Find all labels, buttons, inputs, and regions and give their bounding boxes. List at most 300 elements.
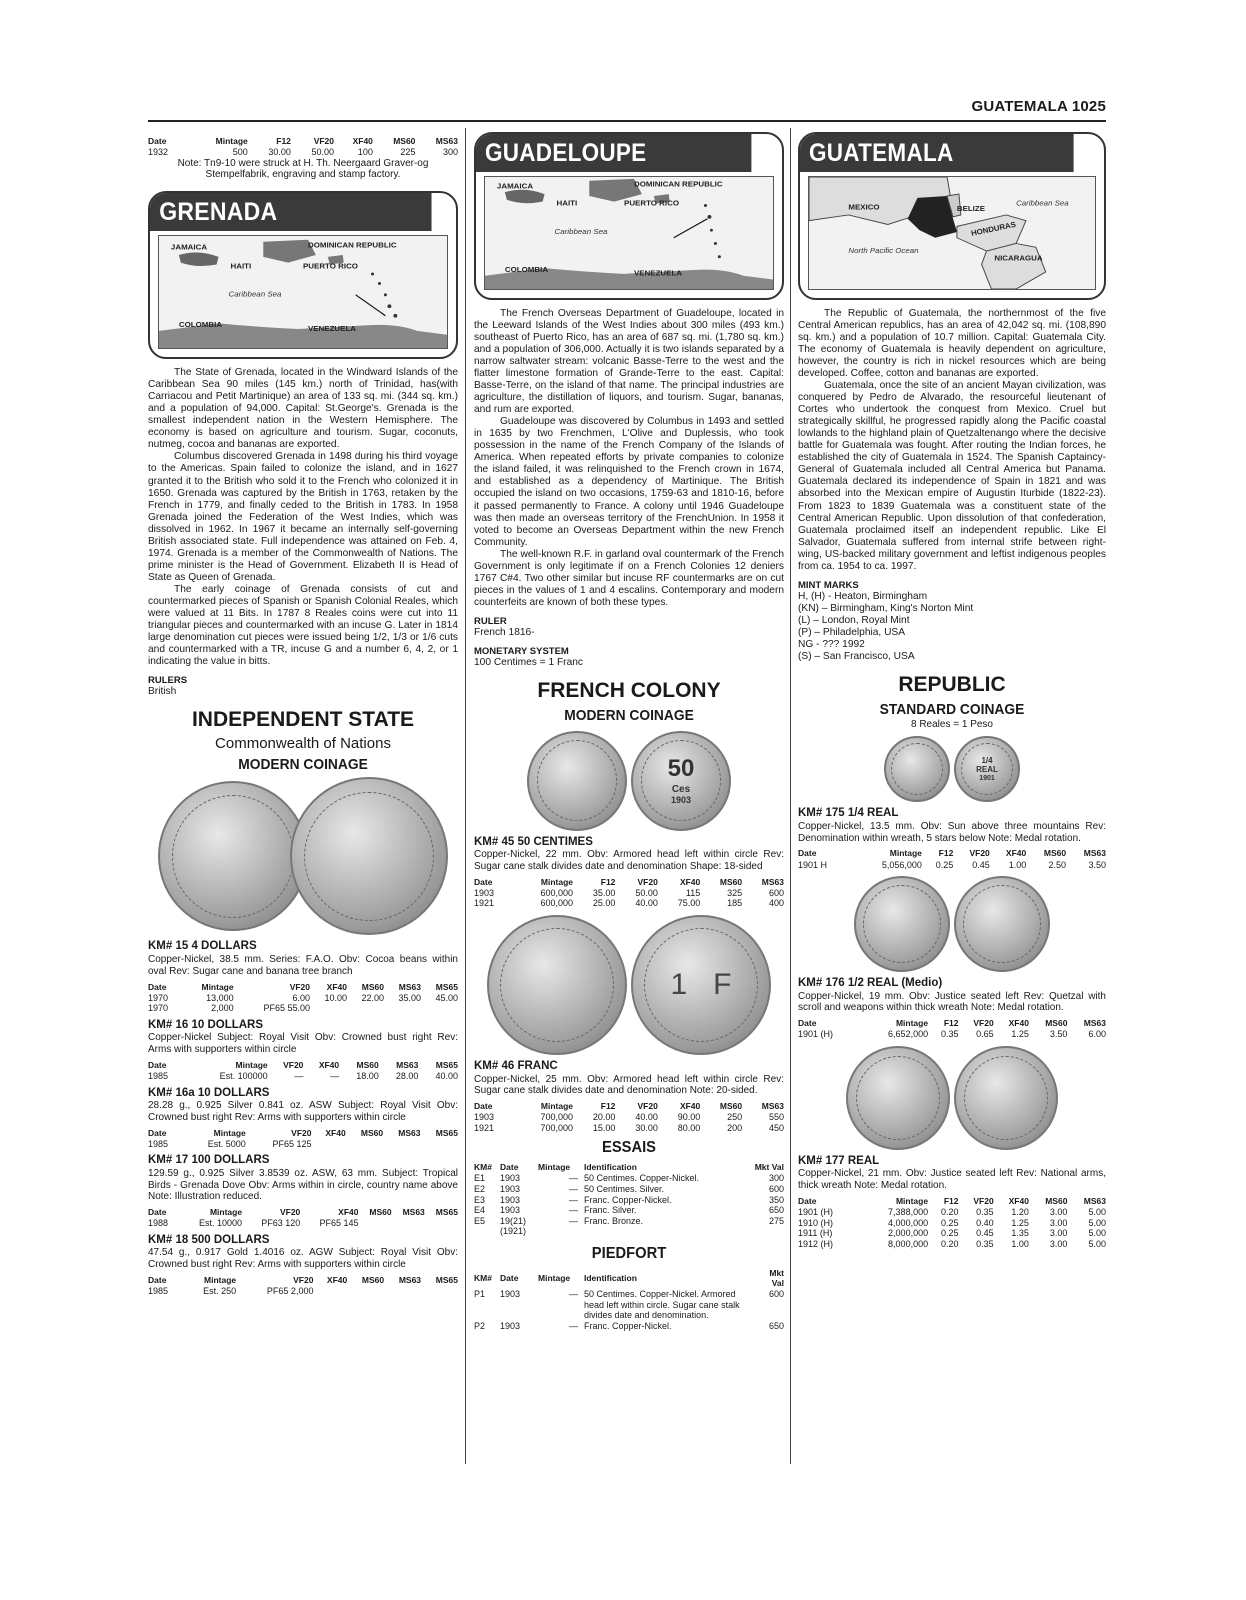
column-header: Date	[798, 1196, 817, 1207]
column-header: MS65	[435, 981, 458, 992]
column-header: Date	[798, 848, 817, 859]
column-header: Mintage	[540, 876, 573, 887]
table-cell: 90.00	[677, 1112, 701, 1123]
table-cell: Est. 10000	[199, 1218, 243, 1229]
table-cell	[347, 1003, 384, 1014]
coin-title: KM# 177 REAL	[798, 1154, 880, 1167]
column-header: MS60	[361, 1275, 385, 1286]
table-cell: 7,388,000	[888, 1207, 929, 1218]
table-cell: Franc. Silver.	[584, 1205, 637, 1216]
table-cell: 0.35	[976, 1238, 994, 1249]
coin-text: 50	[667, 755, 695, 783]
table-cell: 600,000	[540, 887, 573, 898]
coin-description: Copper-Nickel, 25 mm. Obv: Armored head left within circle Rev: Sugar cane stalk divides date and denomination Note: 20-sided.	[474, 1073, 784, 1097]
table-row	[474, 1205, 784, 1216]
map-label-venezuela: VENEZUELA	[633, 268, 683, 278]
table-cell: 19(21) (1921)	[500, 1215, 527, 1237]
table-cell: 75.00	[677, 898, 701, 909]
coin-title: KM# 15 4 DOLLARS	[148, 940, 257, 953]
grenada-banner	[148, 191, 458, 359]
guatemala-text	[798, 308, 1106, 573]
column-header: MS60	[393, 136, 416, 146]
table-row	[798, 1228, 1106, 1239]
table-cell: 0.65	[976, 1029, 994, 1040]
coin-reverse-image	[954, 876, 1050, 972]
column-header: XF40	[338, 1207, 359, 1218]
column-header: MS63	[761, 1101, 784, 1112]
column-header: Date	[798, 1018, 817, 1029]
column-header: Date	[148, 981, 167, 992]
map-label-mexico: MEXICO	[848, 202, 880, 212]
table-cell: 1903	[500, 1320, 521, 1331]
table-cell: 1903	[500, 1205, 521, 1216]
table-cell: 0.45	[972, 859, 990, 870]
column-guatemala	[798, 132, 1106, 1250]
column-header: VF20	[289, 981, 311, 992]
mint-mark-item: NG - ??? 1992	[798, 639, 865, 651]
table-cell: 275	[768, 1215, 784, 1226]
paragraph: The well-known R.F. in garland oval countermark of the French Government is only legitimate if on a French Colonies 12 deniers 1767 C#4. Two other similar but incuse RF countermarks are on cut pieces in the values of 1 and 4 escalins. Contemporary and modern counterfeits are known of both these types.	[474, 548, 784, 608]
table-cell	[383, 1139, 420, 1150]
table-cell: 1.35	[1011, 1228, 1029, 1239]
column-header: Identification	[584, 1272, 637, 1283]
map-label-colombia: COLOMBIA	[178, 320, 223, 330]
coin-image-row	[798, 876, 1106, 972]
table-cell: 35.00	[592, 887, 616, 898]
column-header: Date	[474, 876, 493, 887]
coin-reverse-image	[631, 731, 731, 831]
table-cell: 1.25	[1011, 1217, 1029, 1228]
column-header: F12	[938, 848, 954, 859]
table-row	[148, 1218, 458, 1229]
column-header: F12	[943, 1196, 959, 1207]
column-header: VF20	[969, 848, 990, 859]
table-cell: 0.25	[935, 859, 954, 870]
column-header: VF20	[283, 1059, 304, 1070]
table-cell: 5.00	[1088, 1217, 1106, 1228]
price-table	[798, 1017, 1106, 1040]
table-cell	[425, 1218, 458, 1229]
table-cell: 1903	[500, 1288, 521, 1299]
map-label-colombia: COLOMBIA	[504, 265, 549, 274]
table-row	[474, 1173, 784, 1184]
price-table	[148, 1274, 458, 1297]
map	[484, 176, 774, 290]
table-cell: E2	[474, 1183, 486, 1194]
table-cell: 2,000,000	[888, 1228, 929, 1239]
column-header: MS60	[719, 876, 743, 887]
coin-reverse-image	[954, 736, 1020, 802]
piedfort-title: PIEDFORT	[591, 1245, 667, 1263]
table-cell: 600,000	[540, 898, 573, 909]
table-cell: 350	[768, 1194, 784, 1205]
table-cell: 1901 (H)	[798, 1207, 834, 1218]
coin-description: Copper-Nickel, 19 mm. Obv: Justice seated left Rev: Quetzal with scroll and weapons within thick wreath Note: Medal rotation.	[798, 990, 1106, 1014]
table-cell: 325	[727, 887, 743, 898]
table-cell: 1911 (H)	[798, 1228, 833, 1239]
table-cell: —	[294, 1070, 304, 1081]
table-cell: 500	[232, 147, 248, 158]
table-row	[474, 1195, 784, 1206]
section-subtitle: Commonwealth of Nations	[215, 735, 391, 752]
table-cell: 0.20	[940, 1207, 959, 1218]
table-cell: —	[569, 1215, 578, 1226]
table-cell: 1985	[148, 1070, 169, 1081]
table-cell: PF63 120	[261, 1218, 301, 1229]
price-table	[474, 1100, 784, 1133]
table-cell: 1903	[500, 1194, 521, 1205]
map-label-sea: Caribbean Sea	[554, 227, 608, 236]
section-coinage: MODERN COINAGE	[238, 755, 368, 773]
column-header: XF40	[1008, 1196, 1029, 1207]
coin-list	[148, 940, 458, 1296]
column-header: Mintage	[538, 1272, 571, 1283]
mint-mark-item: (L) – London, Royal Mint	[798, 614, 910, 626]
price-table	[148, 1059, 458, 1082]
price-table	[148, 135, 458, 158]
table-cell	[421, 1286, 458, 1297]
map-label-sea: Caribbean Sea	[228, 290, 282, 299]
coin-description: 28.28 g., 0.925 Silver 0.841 oz. ASW Subject: Royal Visit Obv: Crowned bust right Rev: Arms with supporters within circle	[148, 1100, 458, 1123]
table-cell: 1921	[474, 898, 495, 909]
table-cell: 100	[357, 147, 373, 158]
paragraph: The State of Grenada, located in the Windward Islands of the Caribbean Sea 90 miles (145 km.) north of Trinidad, has(with Carriacou and Petit Martinique) an area of 133 sq. mi. (344 sq. km.) and a population of 94,000. Capital: St.George's. Grenada is the smallest independent nation in the Western Hemisphere. The economy is based on agriculture and tourism. Sugar, coconuts, nutmeg, cocoa and bananas are exported.	[148, 367, 458, 451]
table-header-row	[148, 1274, 458, 1286]
coin-description: Copper-Nickel, 21 mm. Obv: Justice seated left Rev: National arms, thick wreath Note: Medal rotation.	[798, 1168, 1106, 1192]
table-row	[474, 1321, 784, 1332]
coin-title: KM# 45 50 CENTIMES	[474, 835, 593, 848]
column-header: MS60	[1043, 848, 1067, 859]
column-grenada	[148, 132, 458, 1297]
coin-title: KM# 46 FRANC	[474, 1060, 558, 1073]
table-header-row	[148, 135, 458, 147]
price-table	[148, 981, 458, 1014]
essais-table	[474, 1161, 784, 1237]
table-cell: 50 Centimes. Silver.	[584, 1183, 665, 1194]
section-title: FRENCH COLONY	[537, 679, 721, 703]
table-header-row	[474, 1267, 784, 1289]
column-header: F12	[600, 876, 616, 887]
table-cell: —	[569, 1173, 578, 1184]
table-cell: 5.00	[1088, 1238, 1106, 1249]
table-cell: E5	[474, 1215, 486, 1226]
column-header: Mintage	[540, 1101, 573, 1112]
grenada-text	[148, 367, 458, 668]
table-row	[148, 1003, 458, 1014]
table-header-row	[474, 1100, 784, 1112]
price-table	[474, 876, 784, 909]
section-coinage: MODERN COINAGE	[564, 707, 694, 725]
column-header: Date	[500, 1162, 519, 1173]
table-cell: 15.00	[592, 1122, 616, 1133]
table-cell: 1985	[148, 1286, 169, 1297]
table-cell: 28.00	[395, 1070, 419, 1081]
table-row	[798, 1218, 1106, 1229]
column-header: VF20	[973, 1196, 994, 1207]
table-cell: 0.35	[940, 1029, 959, 1040]
coin-obverse-image	[487, 915, 627, 1055]
column-header: Mintage	[201, 981, 234, 992]
table-row	[148, 1286, 458, 1297]
coin-description: Copper-Nickel, 22 mm. Obv: Armored head left within circle Rev: Sugar cane stalk divides date and denomination Shape: 18-sided	[474, 849, 784, 873]
coin-obverse-image	[527, 731, 627, 831]
ruler-heading: RULER	[474, 615, 507, 627]
column-header: MS65	[435, 1059, 458, 1070]
column-header: XF40	[325, 1127, 346, 1138]
table-cell: PF65 55.00	[263, 1003, 311, 1014]
column-divider	[465, 128, 466, 1464]
table-cell	[384, 1003, 421, 1014]
table-row	[474, 1184, 784, 1195]
table-cell: 450	[768, 1122, 784, 1133]
guadeloupe-text	[474, 308, 784, 609]
map-label-honduras: HONDURAS	[970, 220, 1017, 238]
column-header: Mintage	[889, 848, 922, 859]
price-table	[148, 1127, 458, 1150]
coin-image-row	[798, 736, 1106, 802]
section-title: REPUBLIC	[898, 673, 1006, 697]
table-cell: 13,000	[206, 992, 234, 1003]
map-label-jamaica: JAMAICA	[170, 242, 208, 252]
rulers-heading: RULERS	[148, 675, 188, 686]
price-table	[798, 1195, 1106, 1249]
column-header: MS63	[1083, 1196, 1106, 1207]
rulers-value: British	[148, 686, 177, 698]
coin-reverse-image	[631, 915, 771, 1055]
column-header: Date	[500, 1272, 519, 1283]
column-header: F12	[600, 1101, 616, 1112]
table-cell: 1910 (H)	[798, 1217, 834, 1228]
page-title: GUATEMALA 1025	[971, 98, 1106, 115]
column-header: KM#	[474, 1272, 492, 1283]
table-row	[798, 1207, 1106, 1218]
table-cell: 20.00	[592, 1112, 616, 1123]
table-cell: Franc. Copper-Nickel.	[584, 1320, 672, 1331]
table-cell: 650	[768, 1205, 784, 1216]
coin-entry	[474, 836, 784, 909]
coin-entry	[798, 807, 1106, 870]
table-cell: E4	[474, 1205, 486, 1216]
table-cell: —	[569, 1194, 578, 1205]
mint-marks-heading: MINT MARKS	[798, 579, 859, 591]
table-cell: 22.00	[361, 992, 384, 1003]
essais-title: ESSAIS	[602, 1139, 656, 1157]
price-table	[798, 847, 1106, 870]
map-label-dominican: DOMINICAN REPUBLIC	[633, 179, 723, 189]
column-header: MS63	[435, 136, 458, 146]
column-header: XF40	[352, 136, 373, 146]
table-cell: E1	[474, 1173, 486, 1184]
table-cell: —	[569, 1183, 578, 1194]
table-header-row	[474, 1161, 784, 1173]
coin-text: 1903	[670, 795, 692, 806]
column-header: MS63	[398, 1127, 421, 1138]
map-label-haiti: HAITI	[556, 198, 578, 208]
table-cell: 1932	[148, 147, 169, 158]
coin-entry	[798, 977, 1106, 1040]
coin-text: Ces	[671, 783, 691, 795]
column-header: XF40	[679, 1101, 701, 1112]
coin-obverse-image	[846, 1046, 950, 1150]
table-cell: 300	[442, 147, 458, 158]
table-cell: 0.40	[976, 1217, 994, 1228]
table-cell: —	[569, 1205, 578, 1216]
coin-description: 47.54 g., 0.917 Gold 1.4016 oz. AGW Subject: Royal Visit Obv: Crowned bust right Rev: Arms with supporters within circle	[148, 1247, 458, 1271]
column-header: Date	[148, 1059, 167, 1070]
table-cell: 50 Centimes. Copper-Nickel. Armored head left within circle. Sugar cane stalk divides date and denomination.	[584, 1288, 740, 1321]
column-header: XF40	[326, 1275, 348, 1286]
column-header: XF40	[679, 876, 701, 887]
table-cell	[421, 1139, 458, 1150]
mint-mark-item: (KN) – Birmingham, King's Norton Mint	[798, 602, 974, 614]
coin-title: KM# 176 1/2 REAL (Medio)	[798, 977, 943, 990]
page-header	[148, 96, 1106, 122]
table-cell: —	[569, 1288, 578, 1299]
table-header-row	[474, 876, 784, 888]
table-cell: Est. 100000	[219, 1070, 268, 1081]
column-header: XF40	[326, 981, 347, 992]
table-row	[474, 888, 784, 899]
table-cell: 115	[685, 887, 701, 898]
table-cell: —	[569, 1320, 578, 1331]
column-header: MS60	[361, 981, 384, 992]
table-cell: 600	[768, 1183, 784, 1194]
banner-title: GUADELOUPE	[476, 134, 751, 172]
table-cell: PF65 145	[319, 1218, 359, 1229]
section-title: INDEPENDENT STATE	[191, 708, 415, 732]
table-cell: 3.50	[1049, 1029, 1068, 1040]
table-cell: 30.00	[268, 147, 291, 158]
coin-entry	[798, 1155, 1106, 1250]
table-cell: 1903	[474, 887, 495, 898]
table-cell: 45.00	[435, 992, 458, 1003]
column-header: Mkt Val	[754, 1162, 784, 1173]
table-row	[148, 147, 458, 158]
table-cell: 1912 (H)	[798, 1238, 834, 1249]
table-cell: 225	[400, 147, 416, 158]
table-row	[474, 1216, 784, 1237]
column-header: MS63	[1083, 848, 1106, 859]
table-cell: 40.00	[635, 1112, 658, 1123]
guatemala-banner	[798, 132, 1106, 300]
table-cell: 1901 (H)	[798, 1029, 834, 1040]
map-label-jamaica: JAMAICA	[496, 181, 534, 191]
column-header: Mintage	[235, 1059, 268, 1070]
column-header: MS63	[396, 1059, 419, 1070]
table-cell: 0.45	[976, 1228, 994, 1239]
map-label-belize: BELIZE	[956, 204, 985, 214]
table-cell: 650	[768, 1320, 784, 1331]
column-header: MS63	[398, 981, 421, 992]
column-header: F12	[276, 136, 291, 146]
table-cell: 1903	[500, 1183, 521, 1194]
table-cell: 5.00	[1088, 1228, 1106, 1239]
table-cell: 1903	[474, 1112, 495, 1123]
coin-image-row	[474, 731, 784, 831]
table-cell: 30.00	[635, 1122, 658, 1133]
column-header: MS65	[435, 1207, 458, 1218]
table-cell: 300	[768, 1173, 784, 1184]
table-cell: 1901 H	[798, 859, 828, 870]
table-cell	[384, 1286, 421, 1297]
column-header: VF20	[637, 1101, 658, 1112]
column-header: Date	[148, 1207, 167, 1218]
table-cell: 1.25	[1011, 1029, 1029, 1040]
column-divider	[790, 128, 791, 1464]
column-header: Mintage	[895, 1196, 929, 1207]
column-header: Date	[474, 1101, 493, 1112]
table-header-row	[798, 847, 1106, 859]
paragraph: Guadeloupe was discovered by Columbus in 1493 and settled in 1635 by two Frenchmen, L'Olive and Duplessis, who took possession in the name of the French Company of the Islands of America. When repeated efforts by private companies to colonize the island failed, it was relinquished to the French crown in 1674, and established as a dependency of Martinique. The British occupied the island on two occasions, 1759-63 and 1810-16, before it passed permanently to France. A colony until 1946 Guadeloupe was then made an overseas territory of the FrenchUnion. In 1958 it voted to become an Overseas Department within the new French Community.	[474, 416, 784, 548]
column-header: VF20	[279, 1207, 301, 1218]
table-row	[148, 1139, 458, 1150]
column-header: Mintage	[204, 1275, 237, 1286]
table-cell: 3.00	[1049, 1207, 1068, 1218]
table-row	[798, 1239, 1106, 1250]
table-cell: PF65 2,000	[266, 1286, 314, 1297]
table-cell: 6,652,000	[888, 1029, 929, 1040]
table-cell: 2,000	[211, 1003, 234, 1014]
table-row	[148, 1071, 458, 1082]
table-cell: 700,000	[540, 1112, 573, 1123]
table-cell: 1.00	[1008, 859, 1027, 870]
table-cell: 1970	[148, 1003, 169, 1014]
coin-title: KM# 16 10 DOLLARS	[148, 1018, 264, 1031]
table-cell: 40.00	[435, 1070, 458, 1081]
map-label-venezuela: VENEZUELA	[307, 324, 357, 334]
table-cell: 0.35	[976, 1207, 994, 1218]
column-header: MS60	[369, 1207, 392, 1218]
table-row	[474, 1112, 784, 1123]
coin-entry	[474, 1060, 784, 1133]
map	[158, 235, 448, 349]
coin-reverse-image	[290, 777, 448, 935]
paragraph: Guatemala, once the site of an ancient Mayan civilization, was conquered by Pedro de Alvarado, the resourceful lieutenant of Cortes who undertook the conquest from Mexico. Cruel but strategically skillful, he progressed rapidly along the Pacific coastal lowlands to the highland plain of Quetzaltenango where the decisive battle for Guatemala was fought. After routing the Indian forces, he established the city of Guatemala in 1524. The Spanish Captaincy-General of Guatemala included all Central America but Panama. Guatemala declared its independence of Spain in 1821 and was absorbed into the Mexican empire of Augustin Iturbide (1822-23). From 1823 to 1839 Guatemala was a constituent state of the Central American Republic. Upon dissolution of that confederation, Guatemala proclaimed itself an independent republic. Like El Salvador, Guatemala suffered from internal strife between right-wing, US-backed military government and leftist indigenous peoples from ca. 1954 to ca. 1997.	[798, 380, 1106, 572]
column-header: MS63	[402, 1207, 425, 1218]
table-cell: 185	[727, 898, 743, 909]
coin-text: F	[713, 968, 732, 1002]
map	[808, 176, 1096, 290]
coin-description: Copper-Nickel Subject: Royal Visit Obv: Crowned bust right Rev: Arms with supporters within circle	[148, 1032, 458, 1056]
table-header-row	[798, 1017, 1106, 1029]
section-rate: 8 Reales = 1 Peso	[911, 718, 993, 730]
table-cell: 1921	[474, 1122, 495, 1133]
table-cell: 0.25	[940, 1228, 959, 1239]
column-header: XF40	[1008, 1018, 1029, 1029]
mint-marks-list	[798, 591, 1106, 663]
column-header: Date	[148, 136, 167, 146]
table-cell: 400	[768, 898, 784, 909]
coin-text: 1	[670, 968, 688, 1002]
table-cell: 250	[727, 1112, 743, 1123]
table-row	[798, 1029, 1106, 1040]
column-header: XF40	[1005, 848, 1027, 859]
table-cell: 2.50	[1048, 859, 1067, 870]
section-coinage: STANDARD COINAGE	[879, 700, 1025, 718]
table-cell	[421, 1003, 458, 1014]
table-cell: Est. 250	[203, 1286, 237, 1297]
table-cell: 1903	[500, 1173, 521, 1184]
column-header: MS60	[356, 1059, 379, 1070]
coin-title: KM# 17 100 DOLLARS	[148, 1154, 270, 1167]
table-cell	[392, 1218, 425, 1229]
map-label-nicaragua: NICARAGUA	[994, 253, 1043, 263]
table-cell: Est. 5000	[207, 1138, 246, 1149]
table-cell: 0.20	[940, 1238, 959, 1249]
column-header: MS63	[1083, 1018, 1106, 1029]
coin-description: Copper-Nickel, 38.5 mm. Series: F.A.O. Obv: Cocoa beans within oval Rev: Sugar cane and banana tree branch	[148, 953, 458, 977]
table-cell: P1	[474, 1288, 486, 1299]
